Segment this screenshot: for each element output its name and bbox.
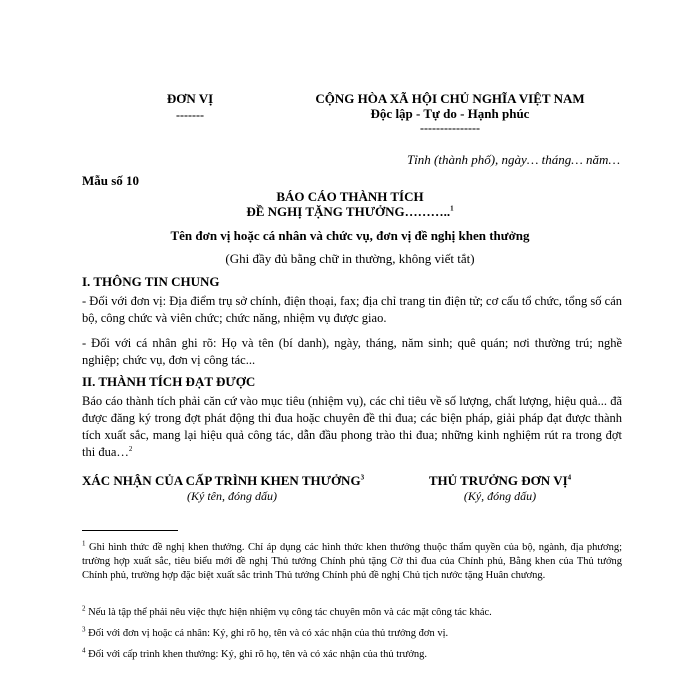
footnote-1 [82, 541, 622, 583]
form-number: Mẫu số 10 [82, 173, 140, 188]
footnote-4 [82, 648, 622, 662]
section2-para-text: Báo cáo thành tích phải căn cứ vào mục tiêu (nhiệm vụ), các chỉ tiêu về số lượng, chất lượng, hiệu quả... đã được đăng ký trong đợt phát động thi đua hoặc chuyên đề thi đua; các biện pháp, giải pháp đạt được thành tích xuất sắc, mang lại hiệu quả công tác, dẫn đầu phong trào thi đua; những kinh nghiệm rút ra trong đợt thi đua… [82, 394, 622, 459]
footnote-1-text: Ghi hình thức đề nghị khen thưởng. Chỉ áp dụng các hình thức khen thưởng thuộc thẩm quyền của bộ, ngành, địa phương; trường hợp xuất sắc, tiêu biểu mới đề nghị Thủ tướng Chính phủ tặng Cờ thi đua của Chính phủ, Bằng khen của Thủ tướng Chính phủ, trường hợp đặc biệt xuất sắc trình Thủ tướng Chính phủ đề nghị Chủ tịch nước tặng Huân chương. [82, 542, 623, 581]
place-date: Tỉnh (thành phố), ngày… tháng… năm… [406, 152, 620, 167]
motto: Độc lập - Tự do - Hạnh phúc [370, 106, 530, 121]
section1-para1: - Đối với đơn vị: Địa điểm trụ sở chính, điện thoại, fax; địa chỉ trang tin điện tử; cơ cấu tổ chức, tổng số cán bộ, công chức và viên chức; chức năng, nhiệm vụ được giao. [82, 294, 622, 325]
title-line2-text: ĐỀ NGHỊ TẶNG THƯỞNG……….. [246, 204, 451, 219]
subtitle: Tên đơn vị hoặc cá nhân và chức vụ, đơn vị đề nghị khen thưởng [170, 228, 530, 243]
section1-heading: I. THÔNG TIN CHUNG [82, 274, 220, 289]
footnote-2 [82, 606, 622, 620]
footnote-2-text: Nếu là tập thể phải nêu việc thực hiện nhiệm vụ công tác chuyên môn và các mặt công tác khác. [88, 607, 492, 618]
section2-heading: II. THÀNH TÍCH ĐẠT ĐƯỢC [82, 374, 256, 389]
title-line2 [200, 204, 500, 220]
motto-dashes: --------------- [420, 121, 480, 135]
country-name: CỘNG HÒA XÃ HỘI CHỦ NGHĨA VIỆT NAM [315, 91, 585, 106]
section1-para2: - Đối với cá nhân ghi rõ: Họ và tên (bí danh), ngày, tháng, năm sinh; quê quán; nơi thường trú; nghề nghiệp; chức vụ, đơn vị công tác... [82, 336, 622, 367]
signature-right-title-text: THỦ TRƯỞNG ĐƠN VỊ [428, 473, 568, 488]
instruction: (Ghi đầy đủ bằng chữ in thường, không viết tắt) [225, 251, 475, 266]
unit-label: ĐƠN VỊ [166, 91, 214, 106]
title-line1: BÁO CÁO THÀNH TÍCH [276, 189, 424, 204]
footnote-ref-1[interactable]: 1 [450, 204, 454, 213]
signature-left-title [82, 473, 364, 489]
footnote-4-num: 4 [82, 646, 86, 655]
footnote-ref-2[interactable]: 2 [128, 444, 133, 453]
footnote-3 [82, 627, 622, 641]
footnote-ref-3[interactable]: 3 [360, 473, 365, 482]
signature-right-sub: (Ký, đóng dấu) [463, 489, 537, 503]
signature-left-sub: (Ký tên, đóng dấu) [187, 489, 277, 503]
footnote-ref-4[interactable]: 4 [567, 473, 572, 482]
signature-left-title-text: XÁC NHẬN CỦA CẤP TRÌNH KHEN THƯỞNG [82, 473, 361, 488]
signature-right-title [410, 473, 590, 489]
footnote-separator [82, 530, 178, 531]
footnote-3-num: 3 [82, 625, 86, 634]
footnote-4-text: Đối với cấp trình khen thưởng: Ký, ghi rõ họ, tên và có xác nhận của thủ trưởng. [88, 649, 428, 660]
footnote-1-num: 1 [82, 539, 86, 548]
section2-para [82, 393, 622, 461]
unit-dashes: ------- [176, 108, 204, 122]
footnote-3-text: Đối với đơn vị hoặc cá nhân: Ký, ghi rõ họ, tên và có xác nhận của thủ trưởng đơn vị. [88, 628, 449, 639]
footnote-2-num: 2 [82, 604, 86, 613]
